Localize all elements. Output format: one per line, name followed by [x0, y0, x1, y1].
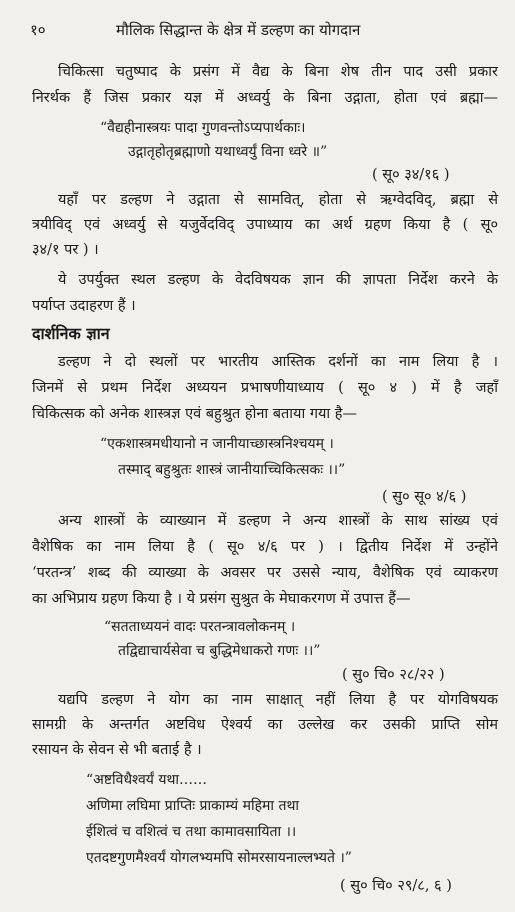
paragraph-line: चिकित्सा चतुष्पाद के प्रसंग में वैद्य के बिना शेष तीन पाद उसी प्रकार	[58, 64, 498, 80]
paragraph-line: का अभिप्राय ग्रहण किया है । ये प्रसंग सुश्रुत के मेघाकरगण में उपात्त हैं—	[32, 591, 411, 607]
verse-line: तस्माद् बहुश्रुतः शास्त्रं जानीयाच्चिकित्सकः ।।”	[118, 462, 346, 478]
paragraph-line: चिकित्सक को अनेक शास्त्रज्ञ एवं बहुश्रुत होना बताया गया है—	[32, 406, 357, 422]
paragraph-line: डल्हण ने दो स्थलों पर भारतीय आस्तिक दर्शनों का नाम लिया है ।	[58, 354, 498, 370]
verse-line: “सतताध्ययनं वादः परतन्त्रावलोकनम् ।	[104, 619, 296, 635]
verse-line: अणिमा लघिमा प्राप्तिः प्राकाम्यं महिमा तथा	[86, 798, 300, 814]
paragraph-line: यद्यपि डल्हण ने योग का नाम साक्षात् नहीं लिया है पर योगविषयक	[58, 692, 498, 708]
paragraph-line: पर्याप्त उदाहरण हैं ।	[32, 298, 136, 314]
running-header: मौलिक सिद्धान्त के क्षेत्र में डल्हण का योगदान	[116, 21, 361, 39]
page-number: १०	[30, 21, 46, 39]
paragraph-line: ये उपर्युक्त स्थल डल्हण के वेदविषयक ज्ञान की ज्ञापता निर्देश करने के	[58, 272, 498, 288]
section-heading: दार्शनिक ज्ञान	[32, 324, 110, 343]
paragraph-line: वैशेषिक का नाम लिया है ( सू० ४/६ पर ) । द्वितीय निर्देश में उन्होंने	[32, 539, 498, 555]
verse-reference: ( सु० चि० २९/८, ६ )	[340, 878, 452, 894]
paragraph-line: ‘परतन्त्र’ शब्द की व्याख्या के अवसर पर उससे न्याय, वैशेषिक एवं व्याकरण	[32, 565, 498, 581]
paragraph-line: त्रयीविद् एवं अध्वर्यु से यजुर्वेदविद् उपाध्याय का अर्थ ग्रहण किया है ( सू०	[32, 217, 498, 233]
verse-line: एतदष्टगुणमैश्वर्यं योगलभ्यमपि सोमरसायनाल्लभ्यते ।”	[86, 850, 352, 866]
verse-line: “अष्टविधैश्वर्यं यथा……	[86, 772, 208, 788]
verse-reference: ( सु० सू० ४/६ )	[382, 489, 467, 505]
paragraph-line: अन्य शास्त्रों के व्याख्यान में डल्हण ने अन्य शास्त्रों के साथ सांख्य एवं	[58, 513, 498, 529]
verse-line: “वैद्यहीनास्त्रयः पादा गुणवन्तोऽप्यपार्थकाः।	[100, 120, 306, 136]
paragraph-line: यहाँ पर डल्हण ने उद्गाता से सामवित्, होता से ऋग्वेदविद्, ब्रह्मा से	[58, 192, 498, 208]
verse-line: तद्विद्याचार्यसेवा च बुद्धिमेधाकरो गणः ।।”	[118, 643, 321, 659]
paragraph-line: सामग्री के अन्तर्गत अष्टविध ऐश्वर्य का उल्लेख कर उसकी प्राप्ति सोम	[32, 717, 498, 733]
paragraph-line: जिनमें से प्रथम निर्देश अध्ययन प्रभाषणीयाध्याय ( सू० ४ ) में है जहाँ	[32, 380, 498, 396]
verse-line: “एकशास्त्रमधीयानो न जानीयाच्छास्त्रनिश्चयम् ।	[100, 436, 334, 452]
verse-line: उद्गातृहोतृब्रह्माणो यथाध्वर्युं विना ध्वरे ॥”	[128, 144, 328, 160]
paragraph-line: निरर्थक हैं जिस प्रकार यज्ञ में अध्वर्यु के बिना उद्गाता, होता एवं ब्रह्मा—	[32, 90, 498, 106]
verse-line: ईशित्वं च वशित्वं च तथा कामावसायिता ।।	[86, 824, 297, 840]
paragraph-line: ३४/१ पर ) ।	[32, 242, 99, 258]
paragraph-line: रसायन के सेवन से भी बताई है ।	[32, 742, 202, 758]
verse-reference: ( सु० चि० २८/२२ )	[342, 667, 445, 683]
verse-reference: ( सू० ३४/१६ )	[372, 167, 450, 183]
